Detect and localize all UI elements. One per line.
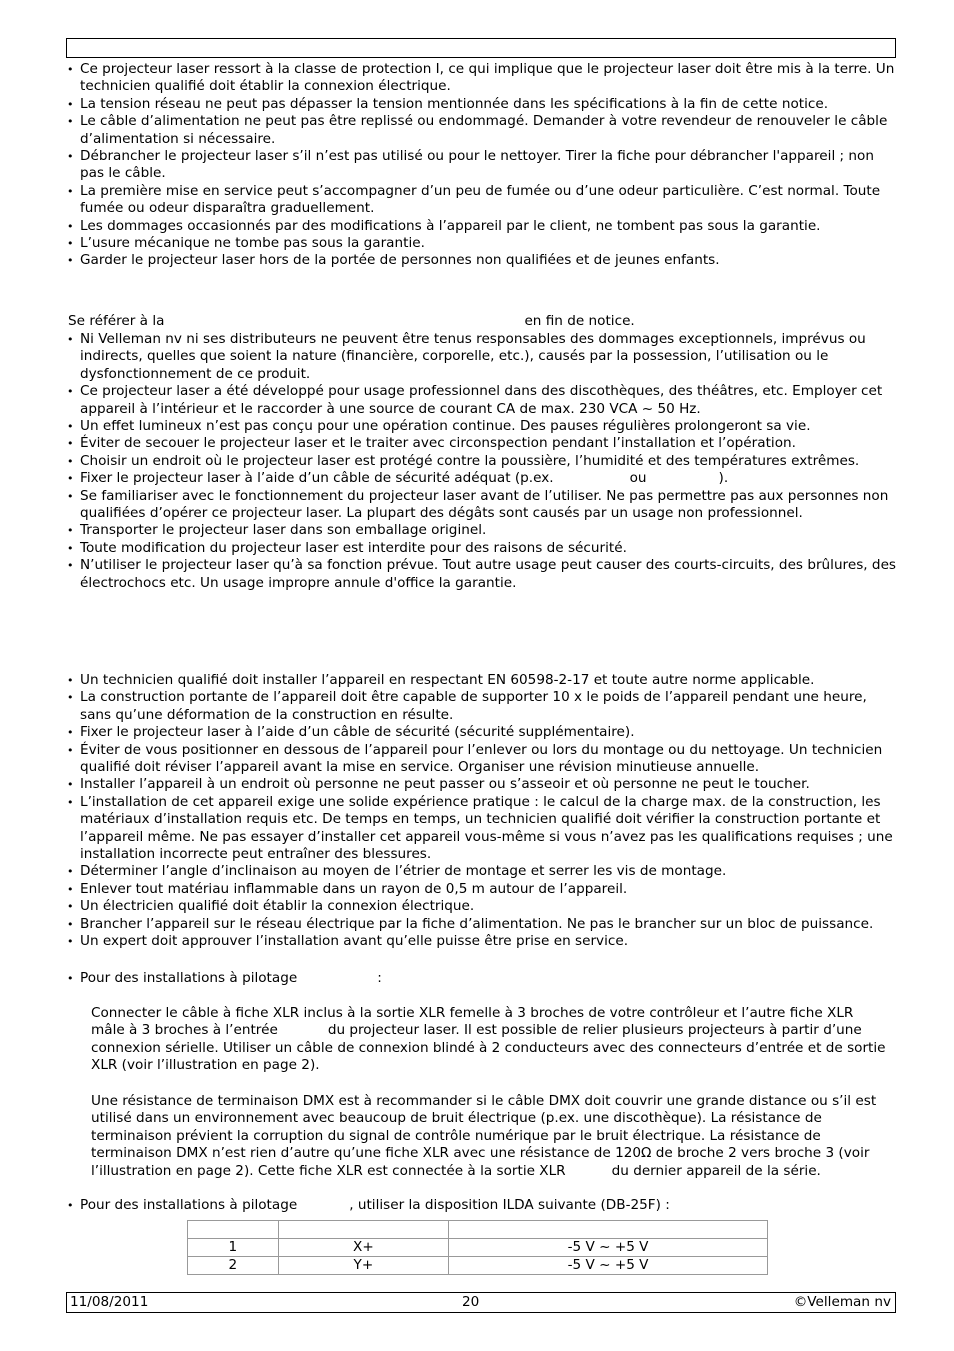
page-footer: [66, 1292, 896, 1313]
footer-copyright: ©Velleman nv: [793, 1294, 891, 1310]
list-item: • Débrancher le projecteur laser s’il n’est pas utilisé ou pour le nettoyer. Tirer la fiche pour débrancher l'appareil ; non pas le câble.: [66, 148, 900, 183]
table-row: [188, 1221, 768, 1239]
list-item: • Le câble d’alimentation ne peut pas être replissé ou endommagé. Demander à votre revendeur de renouveler le câble d’alimentation si nécessaire.: [66, 113, 900, 148]
list-item: • Ce projecteur laser ressort à la classe de protection I, ce qui implique que le projecteur laser doit être mis à la terre. Un technicien qualifié doit établir la connexion électrique.: [66, 61, 900, 96]
table-cell-signal: [278, 1221, 448, 1239]
list-item: • Un expert doit approuver l’installation avant qu’elle puisse être prise en service.: [66, 933, 900, 950]
table-row: [188, 1257, 768, 1275]
list-item: • Toute modification du projecteur laser est interdite pour des raisons de sécurité.: [66, 540, 900, 557]
refer-after: en fin de notice.: [524, 313, 635, 329]
dmx-intro-list: [66, 970, 900, 987]
list-item: • Fixer le projecteur laser à l’aide d’un câble de sécurité (sécurité supplémentaire).: [66, 724, 900, 741]
list-item-safety-cable: • Fixer le projecteur laser à l’aide d’un câble de sécurité adéquat (p.ex. ou ).: [66, 470, 900, 487]
table-cell-range: [449, 1221, 768, 1239]
list-item: • Choisir un endroit où le projecteur laser est protégé contre la poussière, l’humidité et des températures extrêmes.: [66, 453, 900, 470]
list-item: • Brancher l’appareil sur le réseau électrique par la fiche d’alimentation. Ne pas le brancher sur un bloc de puissance.: [66, 916, 900, 933]
table-cell-range: -5 V ~ +5 V: [449, 1239, 768, 1257]
ilda-intro-list: [66, 1197, 900, 1214]
list-item: • Garder le projecteur laser hors de la portée de personnes non qualifiées et de jeunes enfants.: [66, 252, 900, 269]
list-item: • La première mise en service peut s’accompagner d’un peu de fumée ou d’une odeur particulière. C’est normal. Toute fumée ou odeur disparaîtra graduellement.: [66, 183, 900, 218]
list-item: • Éviter de vous positionner en dessous de l’appareil pour l’enlever ou lors du montage ou du nettoyage. Un technicien qualifié doit réviser l’appareil avant la mise en service. Organiser une révision minutieuse annuelle.: [66, 742, 900, 777]
table-cell-pin: 2: [188, 1257, 279, 1275]
list-item: • Ce projecteur laser a été développé pour usage professionnel dans des discothèques, des théâtres, etc. Employer cet appareil à l’intérieur et le raccorder à une source de courant CA de max. 230 VCA ~ 50 Hz.: [66, 383, 900, 418]
list-item: • Ni Velleman nv ni ses distributeurs ne peuvent être tenus responsables des dommages exceptionnels, imprévus ou indirects, quelles que soient la nature (financière, corporelle, etc.), causés par la possession, l’utilisation ou le dysfonctionnement de ce produit.: [66, 331, 900, 383]
list-item: • Se familiariser avec le fonctionnement du projecteur laser avant de l’utiliser. Ne pas permettre pas aux personnes non qualifiées d’opérer ce projecteur laser. La plupart des dégâts sont causés par un usage non professionnel.: [66, 488, 900, 523]
dmx-paragraph-2: Une résistance de terminaison DMX est à recommander si le câble DMX doit couvrir une grande distance ou s’il est utilisé dans un environnement avec beaucoup de bruit électrique (p.ex. une discothèque). La résistance de terminaison prévient la corruption du signal de contrôle numérique par le bruit électrique. La résistance de terminaison DMX n’est rien d’autre qu’une fiche XLR avec une résistance de 120Ω de broche 2 vers broche 3 (voir l’illustration en page 2). Cette fiche XLR est connectée à la sortie XLR du dernier appareil de la série.: [91, 1093, 877, 1179]
list-item: • Transporter le projecteur laser dans son emballage originel.: [66, 522, 900, 539]
section-electrical-list: [66, 61, 900, 270]
refer-before: Se référer à la: [68, 313, 165, 329]
list-item: • Un électricien qualifié doit établir la connexion électrique.: [66, 898, 900, 915]
table-cell-pin: 1: [188, 1239, 279, 1257]
list-item: • N’utiliser le projecteur laser qu’à sa fonction prévue. Tout autre usage peut causer des courts-circuits, des brûlures, des électrochocs etc. Un usage impropre annule d'office la garantie.: [66, 557, 900, 592]
table-cell-range: -5 V ~ +5 V: [449, 1257, 768, 1275]
table-cell-signal: Y+: [278, 1257, 448, 1275]
footer-page-number: 20: [462, 1294, 480, 1310]
refer-line: [68, 313, 635, 330]
table-cell-signal: X+: [278, 1239, 448, 1257]
list-item: • Déterminer l’angle d’inclinaison au moyen de l’étrier de montage et serrer les vis de montage.: [66, 863, 900, 880]
list-item: • La tension réseau ne peut pas dépasser la tension mentionnée dans les spécifications à la fin de cette notice.: [66, 96, 900, 113]
list-item: • Pour des installations à pilotage :: [66, 970, 900, 987]
footer-date: 11/08/2011: [70, 1294, 149, 1310]
list-item: • Un effet lumineux n’est pas conçu pour une opération continue. Des pauses régulières prolongeront sa vie.: [66, 418, 900, 435]
page-header-box: [66, 38, 896, 58]
list-item: • L’usure mécanique ne tombe pas sous la garantie.: [66, 235, 900, 252]
list-item: • Éviter de secouer le projecteur laser et le traiter avec circonspection pendant l’installation et l’opération.: [66, 435, 900, 452]
list-item: • Un technicien qualifié doit installer l’appareil en respectant EN 60598-2-17 et toute autre norme applicable.: [66, 672, 900, 689]
list-item: • La construction portante de l’appareil doit être capable de supporter 10 x le poids de l’appareil pendant une heure, sans qu’une déformation de la construction en résulte.: [66, 689, 900, 724]
table-cell-pin: [188, 1221, 279, 1239]
list-item: • Pour des installations à pilotage , utiliser la disposition ILDA suivante (DB-25F) :: [66, 1197, 900, 1214]
list-item: • Installer l’appareil à un endroit où personne ne peut passer ou s’asseoir et où personne ne peut le toucher.: [66, 776, 900, 793]
section-installation-list: [66, 672, 900, 951]
section-general-list: [66, 331, 900, 592]
ilda-pin-table: [187, 1220, 768, 1275]
list-item: • L’installation de cet appareil exige une solide expérience pratique : le calcul de la charge max. de la construction, les matériaux d’installation requis etc. De temps en temps, un technicien qualifié doit vérifier la construction portante et l’appareil même. Ne pas essayer d’installer cet appareil vous-même si vous n’avez pas les qualifications requises ; une installation incorrecte peut entraîner des blessures.: [66, 794, 900, 864]
list-item: • Enlever tout matériau inflammable dans un rayon de 0,5 m autour de l’appareil.: [66, 881, 900, 898]
table-row: [188, 1239, 768, 1257]
dmx-paragraph-1: Connecter le câble à fiche XLR inclus à la sortie XLR femelle à 3 broches de votre contrôleur et l’autre fiche XLR mâle à 3 broches à l’entrée du projecteur laser. Il est possible de relier plusieurs projecteurs à partir d’une connexion sérielle. Utiliser un câble de connexion blindé à 2 conducteurs avec des connecteurs d’entrée et de sortie XLR (voir l’illustration en page 2).: [91, 1005, 886, 1074]
list-item: • Les dommages occasionnés par des modifications à l’appareil par le client, ne tombent pas sous la garantie.: [66, 218, 900, 235]
